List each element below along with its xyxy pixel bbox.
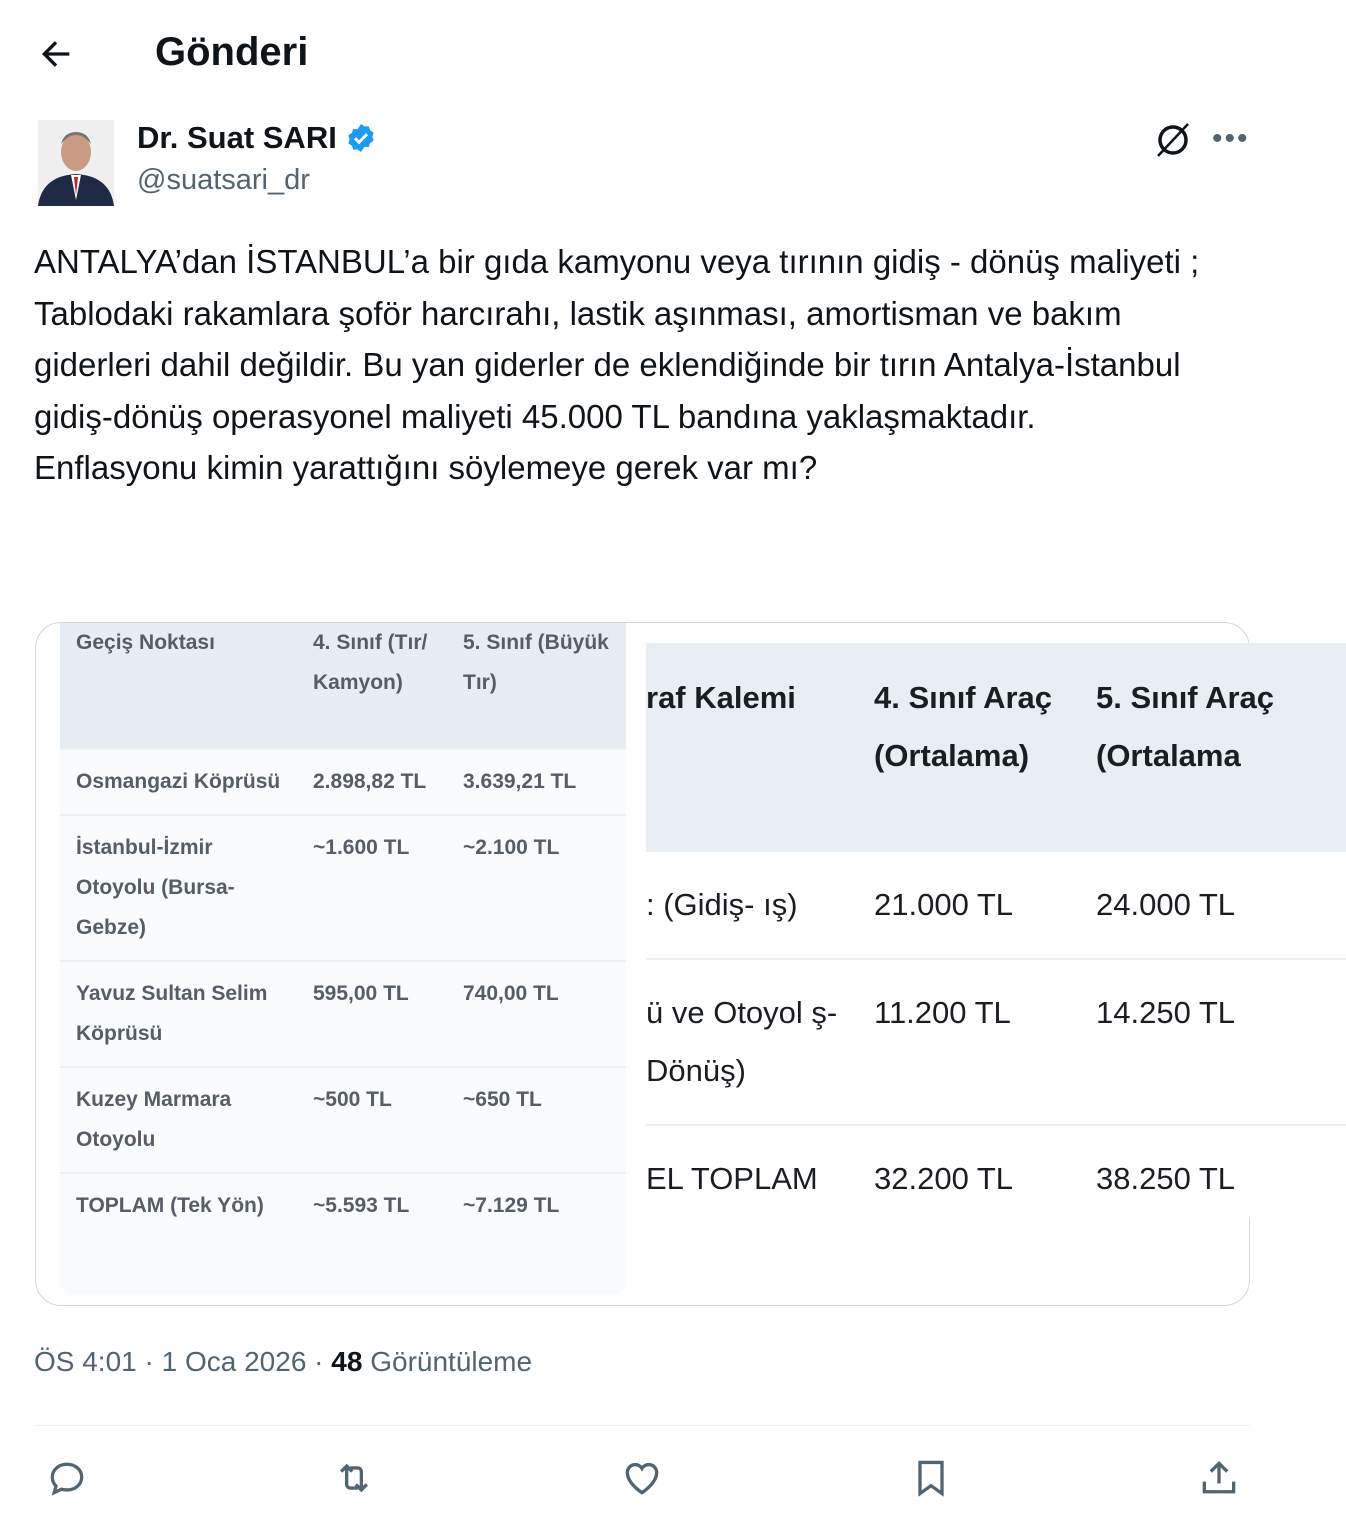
- grok-icon[interactable]: [1152, 118, 1194, 160]
- cell: 2.898,82 TL: [297, 749, 447, 815]
- table-row: [646, 851, 1346, 959]
- cell: 3.639,21 TL: [447, 749, 626, 815]
- like-icon[interactable]: [620, 1456, 664, 1500]
- table-header: 4. Sınıf Araç (Ortalama): [874, 643, 1096, 851]
- cell: 38.250 TL: [1096, 1125, 1346, 1232]
- table-row: [60, 1173, 626, 1238]
- repost-icon[interactable]: [332, 1456, 376, 1500]
- cell: 24.000 TL: [1096, 851, 1346, 959]
- back-arrow-icon[interactable]: [36, 34, 76, 74]
- cell: EL TOPLAM: [646, 1125, 874, 1232]
- reply-icon[interactable]: [45, 1456, 89, 1500]
- table-row: [60, 815, 626, 961]
- cell: Kuzey Marmara Otoyolu: [60, 1067, 297, 1173]
- cell: ü ve Otoyol ş-Dönüş): [646, 959, 874, 1125]
- table-header: Geçiş Noktası: [60, 623, 297, 749]
- cell: 32.200 TL: [874, 1125, 1096, 1232]
- share-icon[interactable]: [1197, 1456, 1241, 1500]
- table-header: raf Kalemi: [646, 643, 874, 851]
- page-title: Gönderi: [155, 30, 309, 74]
- table-header: 4. Sınıf (Tır/ Kamyon): [297, 623, 447, 749]
- cell: ~650 TL: [447, 1067, 626, 1173]
- cell: ~7.129 TL: [447, 1173, 626, 1238]
- avatar[interactable]: [38, 120, 114, 206]
- post-meta: [34, 1346, 532, 1378]
- cell: 595,00 TL: [297, 961, 447, 1067]
- table-row: [60, 749, 626, 815]
- bookmark-icon[interactable]: [909, 1456, 953, 1500]
- views-label: Görüntüleme: [362, 1346, 533, 1377]
- cell: ~500 TL: [297, 1067, 447, 1173]
- table-row: [60, 1067, 626, 1173]
- post-text: ANTALYA’dan İSTANBUL’a bir gıda kamyonu veya tırının gidiş - dönüş maliyeti ; Tablodaki rakamlara şoför harcırahı, lastik aşınması, amortisman ve bakım giderleri dahil değildir. Bu yan giderler de eklendiğinde bir tırın Antalya-İstanbul gidiş-dönüş operasyonel maliyeti 45.000 TL bandına yaklaşmaktadır. Enflasyonu kimin yarattığını söylemeye gerek var mı?: [34, 243, 1200, 486]
- cell: 740,00 TL: [447, 961, 626, 1067]
- cell: : (Gidiş- ış): [646, 851, 874, 959]
- view-count: 48: [331, 1346, 363, 1377]
- cell: ~5.593 TL: [297, 1173, 447, 1238]
- post-image[interactable]: [35, 622, 1275, 1306]
- table-header: 5. Sınıf (Büyük Tır): [447, 623, 626, 749]
- verified-badge-icon: [345, 122, 377, 154]
- cell: 14.250 TL: [1096, 959, 1346, 1125]
- cell: ~1.600 TL: [297, 815, 447, 961]
- cost-table: [646, 643, 1275, 1218]
- table-row: [646, 959, 1346, 1125]
- more-options-icon[interactable]: •••: [1212, 122, 1250, 155]
- toll-table: [60, 623, 626, 1295]
- table-header: 5. Sınıf Araç (Ortalama: [1096, 643, 1346, 851]
- cell: İstanbul-İzmir Otoyolu (Bursa-Gebze): [60, 815, 297, 961]
- author-name[interactable]: Dr. Suat SARI: [137, 120, 337, 155]
- table-row: [646, 1125, 1346, 1232]
- timestamp[interactable]: ÖS 4:01 · 1 Oca 2026 ·: [34, 1346, 332, 1377]
- divider: [34, 1425, 1250, 1426]
- cell: ~2.100 TL: [447, 815, 626, 961]
- cell: Yavuz Sultan Selim Köprüsü: [60, 961, 297, 1067]
- author-handle[interactable]: @suatsari_dr: [137, 164, 310, 196]
- cell: 21.000 TL: [874, 851, 1096, 959]
- cell: 11.200 TL: [874, 959, 1096, 1125]
- table-row: [60, 961, 626, 1067]
- cell: TOPLAM (Tek Yön): [60, 1173, 297, 1238]
- cell: Osmangazi Köprüsü: [60, 749, 297, 815]
